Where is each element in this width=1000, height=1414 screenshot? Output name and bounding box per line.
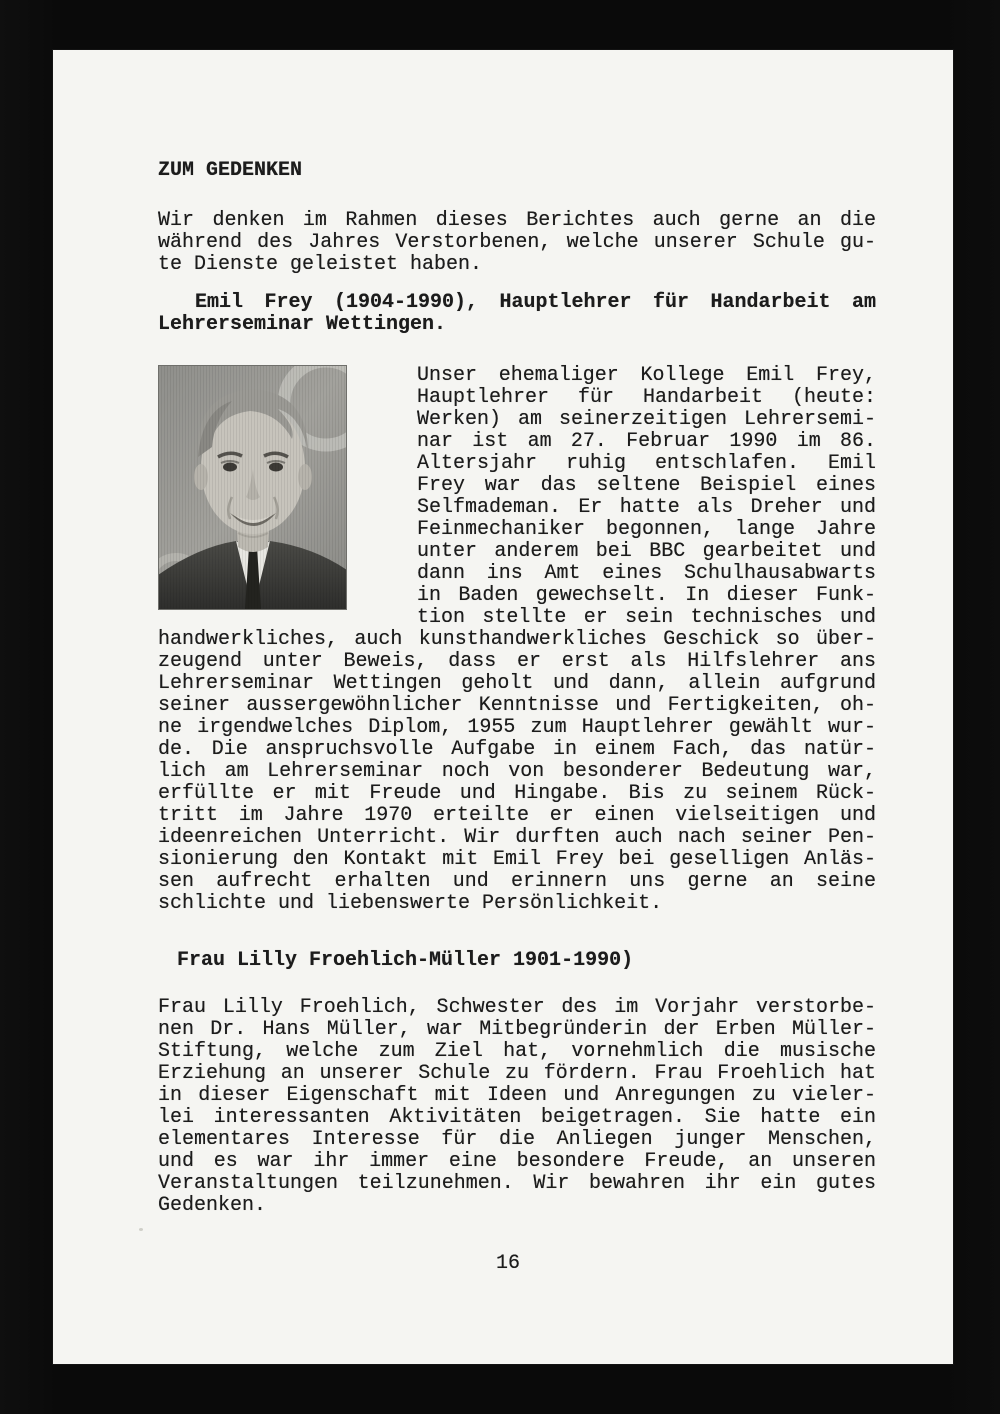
text-line: Lehrerseminar Wettingen. (158, 313, 447, 336)
text-line: tion stellte er sein technisches und (417, 606, 876, 629)
text-line: Frey war das seltene Beispiel eines (417, 474, 876, 497)
text-line: Selfmademan. Er hatte als Dreher und (417, 496, 876, 519)
section-title (158, 160, 876, 182)
text-line: während des Jahres Verstorbenen, welche unserer Schule gu- (158, 231, 876, 254)
page-number (158, 1253, 858, 1275)
portrait-photo-image (158, 365, 347, 610)
text-line: sionierung den Kontakt mit Emil Frey bei geselligen Anläs- (158, 848, 876, 871)
text-line: Stiftung, welche zum Ziel hat, vornehmlich die musische (158, 1040, 876, 1063)
text-line: Emil Frey (1904-1990), Hauptlehrer für Handarbeit am (195, 291, 876, 314)
portrait-photo-emil-frey (158, 365, 347, 615)
text-line: te Dienste geleistet haben. (158, 253, 483, 276)
text-line: in Baden gewechselt. In dieser Funk- (417, 584, 876, 607)
text-line: nen Dr. Hans Müller, war Mitbegründerin der Erben Müller- (158, 1018, 876, 1041)
text-line: und es war ihr immer eine besondere Freude, an unseren (158, 1150, 876, 1173)
text-line: Lehrerseminar Wettingen geholt und dann, allein aufgrund (158, 672, 876, 695)
text-line: Wir denken im Rahmen dieses Berichtes auch gerne an die (158, 209, 876, 232)
document-page (53, 50, 953, 1364)
page-number-text: 16 (495, 1252, 520, 1275)
heading-frau-froehlich (158, 950, 876, 972)
text-line: Werken) am seinerzeitigen Lehrersemi- (417, 408, 876, 431)
paragraph-frau-froehlich (158, 997, 876, 1217)
paragraph-emil-frey (158, 365, 876, 915)
text-line: dann ins Amt eines Schulhausabwarts (417, 562, 876, 585)
text-line: Gedenken. (158, 1194, 267, 1217)
text-line: schlichte und liebenswerte Persönlichkeit. (158, 892, 663, 915)
text-line: unter anderem bei BBC gearbeitet und (417, 540, 876, 563)
text-line: Frau Lilly Froehlich, Schwester des im Vorjahr verstorbe- (158, 996, 876, 1019)
text-line: Frau Lilly Froehlich-Müller 1901-1990) (177, 949, 634, 972)
text-line: in dieser Eigenschaft mit Ideen und Anregungen zu vieler- (158, 1084, 876, 1107)
text-line: erfüllte er mit Freude und Hingabe. Bis zu seinem Rück- (158, 782, 876, 805)
text-line: Erziehung an unserer Schule zu fördern. Frau Froehlich hat (158, 1062, 876, 1085)
text-line: handwerkliches, auch kunsthandwerkliches Geschick so über- (158, 628, 876, 651)
text-line: tritt im Jahre 1970 erteilte er einen vielseitigen und (158, 804, 876, 827)
heading-emil-frey (158, 292, 876, 336)
text-line: Feinmechaniker begonnen, lange Jahre (417, 518, 876, 541)
text-line: lich am Lehrerseminar noch von besonderer Bedeutung war, (158, 760, 876, 783)
text-line: elementares Interesse für die Anliegen junger Menschen, (158, 1128, 876, 1151)
text-line: sen aufrecht erhalten und erinnern uns gerne an seine (158, 870, 876, 893)
text-line: nar ist am 27. Februar 1990 im 86. (417, 430, 876, 453)
paragraph-intro (158, 210, 876, 276)
text-line: Unser ehemaliger Kollege Emil Frey, (417, 364, 876, 387)
text-line: ideenreichen Unterricht. Wir durften auch nach seiner Pen- (158, 826, 876, 849)
text-line: Veranstaltungen teilzunehmen. Wir bewahren ihr ein gutes (158, 1172, 876, 1195)
text-line: seiner aussergewöhnlicher Kenntnisse und Fertigkeiten, oh- (158, 694, 876, 717)
scan-artifact-speck (139, 1228, 143, 1231)
section-title-text: ZUM GEDENKEN (158, 159, 303, 182)
text-line: zeugend unter Beweis, dass er erst als Hilfslehrer ans (158, 650, 876, 673)
text-line: lei interessanten Aktivitäten beigetragen. Sie hatte ein (158, 1106, 876, 1129)
text-line: de. Die anspruchsvolle Aufgabe in einem Fach, das natür- (158, 738, 876, 761)
text-line: Altersjahr ruhig entschlafen. Emil (417, 452, 876, 475)
text-line: ne irgendwelches Diplom, 1955 zum Hauptlehrer gewählt wur- (158, 716, 876, 739)
text-line: Hauptlehrer für Handarbeit (heute: (417, 386, 876, 409)
